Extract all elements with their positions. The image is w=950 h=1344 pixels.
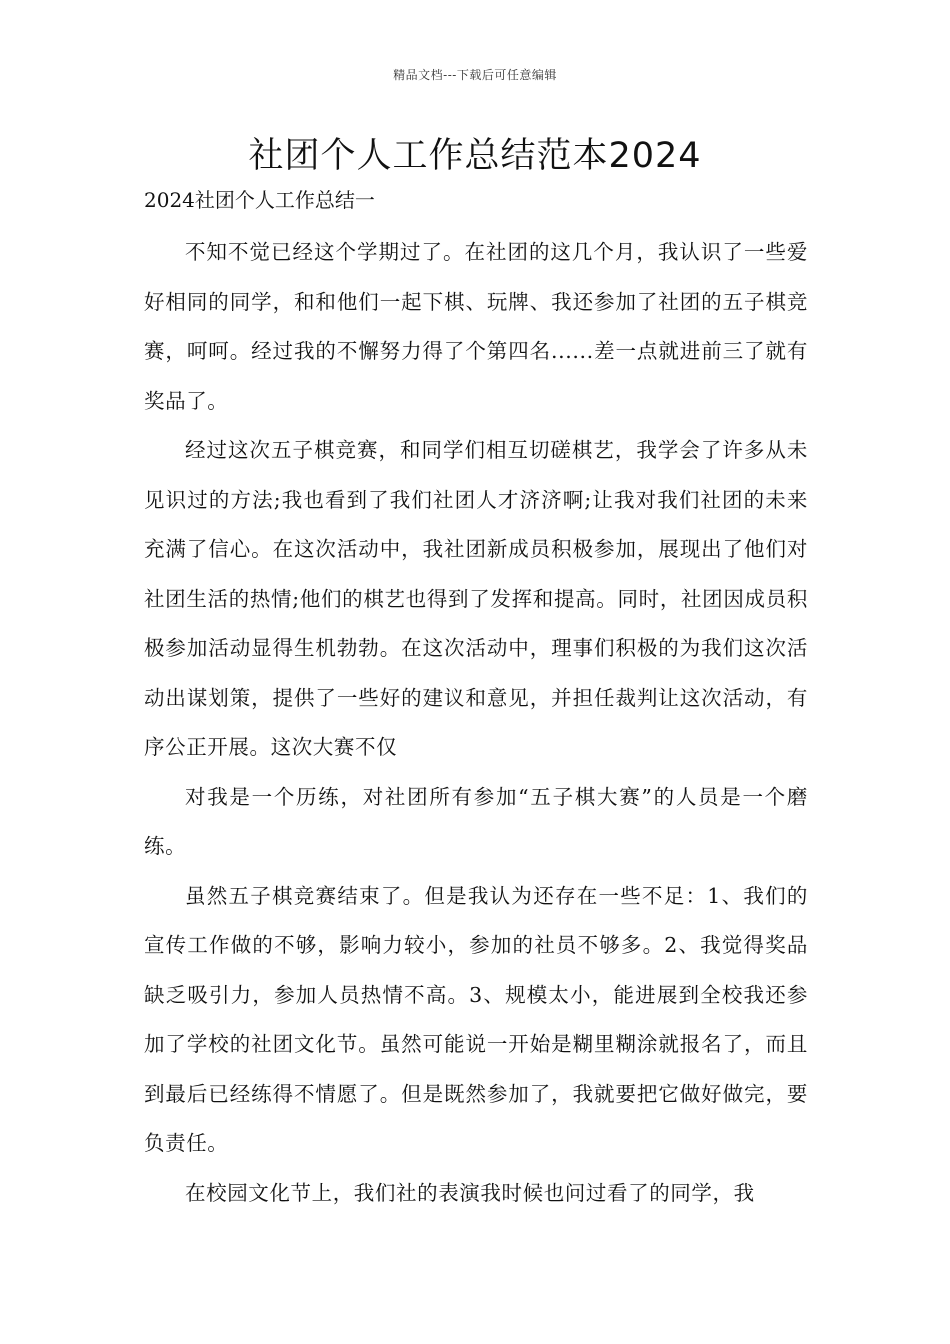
paragraph-1: 不知不觉已经这个学期过了。在社团的这几个月，我认识了一些爱好相同的同学，和和他们一起下棋、玩牌、我还参加了社团的五子棋竞赛，呵呵。经过我的不懈努力得了个第四名......差一点就进前三了就有奖品了。 xyxy=(144,240,808,413)
paragraph-3: 对我是一个历练，对社团所有参加“五子棋大赛”的人员是一个磨练。 xyxy=(144,784,808,858)
document-title: 社团个人工作总结范本2024 xyxy=(248,136,702,176)
paragraph-5: 在校园文化节上，我们社的表演我时候也问过看了的同学，我 xyxy=(185,1180,755,1205)
body-text xyxy=(144,228,808,1218)
header-note: 精品文档---下载后可任意编辑 xyxy=(393,68,557,82)
section-subtitle: 2024社团个人工作总结一 xyxy=(144,188,375,212)
paragraph-4: 虽然五子棋竞赛结束了。但是我认为还存在一些不足：1、我们的宣传工作做的不够，影响力较小，参加的社员不够多。2、我觉得奖品缺乏吸引力，参加人员热情不高。3、规模太小，能进展到全校我还参加了学校的社团文化节。虽然可能说一开始是糊里糊涂就报名了，而且到最后已经练得不情愿了。但是既然参加了，我就要把它做好做完，要负责任。 xyxy=(144,883,808,1155)
paragraph-2: 经过这次五子棋竞赛，和同学们相互切磋棋艺，我学会了许多从未见识过的方法;我也看到了我们社团人才济济啊;让我对我们社团的未来充满了信心。在这次活动中，我社团新成员积极参加，展现出了他们对社团生活的热情;他们的棋艺也得到了发挥和提高。同时，社团因成员积极参加活动显得生机勃勃。在这次活动中，理事们积极的为我们这次活动出谋划策，提供了一些好的建议和意见，并担任裁判让这次活动，有序公正开展。这次大赛不仅 xyxy=(144,438,808,759)
